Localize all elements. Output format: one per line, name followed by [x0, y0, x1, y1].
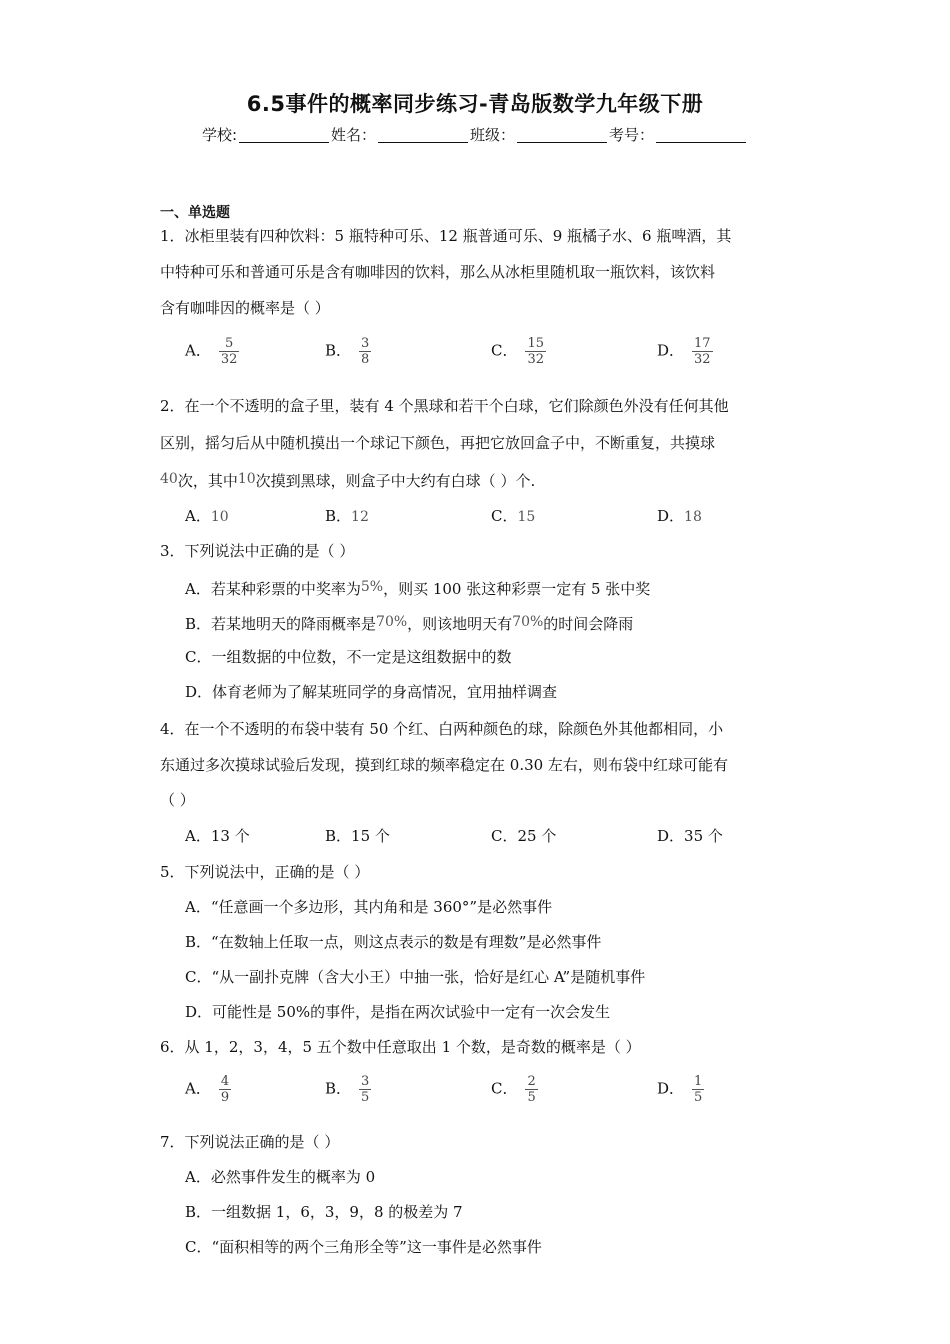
option-label: B．: [325, 341, 352, 360]
q4-line-1: 4．在一个不透明的布袋中装有 50 个红、白两种颜色的球，除颜色外其他都相同，小: [160, 720, 724, 738]
fraction: $\frac{1}{5}$: [694, 1074, 703, 1105]
q2-line-3: [160, 469, 800, 491]
q7-option-a[interactable]: A．必然事件发生的概率为 0: [185, 1168, 376, 1186]
fraction: $\frac{5}{32}$: [220, 336, 238, 367]
q6-option-b[interactable]: B． $\frac{3}{5}$: [325, 1074, 370, 1105]
option-label: D．: [657, 341, 685, 360]
q2-number-10: 10: [237, 471, 256, 487]
fraction: $\frac{17}{32}$: [694, 336, 711, 367]
q5-option-c[interactable]: C．“从一副扑克牌（含大小王）中抽一张，恰好是红心 A”是随机事件: [185, 968, 646, 986]
exam-no-blank[interactable]: [656, 128, 746, 143]
school-blank[interactable]: [239, 128, 329, 143]
q1-line-1: 1．冰柜里装有四种饮料：5 瓶特种可乐、12 瓶普通可乐、9 瓶橘子水、6 瓶啤酒，其: [160, 227, 732, 245]
fraction: $\frac{4}{9}$: [220, 1074, 230, 1105]
option-label: C．: [491, 341, 518, 360]
q2-option-a[interactable]: A．10: [185, 507, 229, 525]
q7-option-c[interactable]: C．“面积相等的两个三角形全等”这一事件是必然事件: [185, 1238, 542, 1256]
fraction: $\frac{2}{5}$: [527, 1074, 536, 1105]
q3-option-b[interactable]: B．若某地明天的降雨概率是70%，则该地明天有70%的时间会降雨: [185, 614, 634, 633]
q1-option-b[interactable]: [325, 336, 371, 367]
q4-option-c[interactable]: C．25 个: [491, 827, 557, 845]
section-heading: 一、单选题: [160, 205, 230, 221]
name-blank[interactable]: [378, 128, 468, 143]
option-label: A．: [185, 341, 211, 360]
q1-option-a[interactable]: [185, 336, 239, 367]
q6-option-a[interactable]: A． $\frac{4}{9}$: [185, 1074, 230, 1105]
q3-option-c[interactable]: C．一组数据的中位数，不一定是这组数据中的数: [185, 648, 512, 666]
q1-line-3: 含有咖啡因的概率是（ ）: [160, 299, 330, 317]
q2-option-c[interactable]: C．15: [491, 507, 536, 525]
fraction: $\frac{15}{32}$: [527, 336, 545, 367]
q5-option-b[interactable]: B．“在数轴上任取一点，则这点表示的数是有理数”是必然事件: [185, 933, 602, 951]
q5-option-d[interactable]: D．可能性是 50%的事件，是指在两次试验中一定有一次会发生: [185, 1003, 611, 1021]
q6-stem: 6．从 1，2，3，4，5 五个数中任意取出 1 个数，是奇数的概率是（ ）: [160, 1038, 641, 1056]
school-label: 学校:: [201, 126, 237, 144]
fraction: $\frac{3}{5}$: [361, 1074, 370, 1105]
q2-number-40: 40: [160, 471, 178, 487]
q1-line-2: 中特种可乐和普通可乐是含有咖啡因的饮料，那么从冰柜里随机取一瓶饮料，该饮料: [160, 263, 716, 281]
q7-option-b[interactable]: B．一组数据 1，6，3，9，8 的极差为 7: [185, 1203, 463, 1221]
fraction: $\frac{3}{8}$: [361, 336, 370, 367]
q4-option-a[interactable]: A．13 个: [185, 827, 250, 845]
q4-option-b[interactable]: B．15 个: [325, 827, 390, 845]
q3-option-d[interactable]: D．体育老师为了解某班同学的身高情况，宜用抽样调查: [185, 683, 558, 701]
q3-option-a[interactable]: A．若某种彩票的中奖率为5%，则买 100 张这种彩票一定有 5 张中奖: [185, 579, 651, 598]
q2-option-d[interactable]: D．18: [657, 507, 702, 525]
q2-option-b[interactable]: B．12: [325, 507, 369, 525]
exam-no-label: 考号：: [609, 126, 655, 144]
page-title: 6.5事件的概率同步练习-青岛版数学九年级下册: [246, 92, 704, 116]
q7-stem: 7．下列说法正确的是（ ）: [160, 1133, 340, 1151]
q4-line-2: 东通过多次摸球试验后发现，摸到红球的频率稳定在 0.30 左右，则布袋中红球可能有: [160, 756, 728, 774]
name-label: 姓名：: [331, 126, 377, 144]
student-info-line: [0, 124, 950, 145]
class-label: 班级：: [470, 126, 516, 144]
q4-option-d[interactable]: D．35 个: [657, 827, 723, 845]
q5-option-a[interactable]: A．“任意画一个多边形，其内角和是 360°”是必然事件: [185, 898, 553, 916]
q2-text-tail: 次摸到黑球，则盒子中大约有白球（ ）个.: [255, 472, 536, 490]
q6-option-d[interactable]: D． $\frac{1}{5}$: [657, 1074, 703, 1105]
q2-text: 次，其中: [177, 472, 238, 490]
q6-option-c[interactable]: C． $\frac{2}{5}$: [491, 1074, 536, 1105]
q1-option-d[interactable]: [657, 336, 713, 367]
q2-line-1: 2．在一个不透明的盒子里，装有 4 个黑球和若干个白球，它们除颜色外没有任何其他: [160, 397, 729, 415]
q4-line-3: （ ）: [160, 791, 195, 809]
q1-option-c[interactable]: [491, 336, 546, 367]
class-blank[interactable]: [517, 128, 607, 143]
q5-stem: 5．下列说法中，正确的是（ ）: [160, 863, 370, 881]
q2-line-2: 区别，摇匀后从中随机摸出一个球记下颜色，再把它放回盒子中，不断重复，共摸球: [160, 434, 716, 452]
q3-stem: 3．下列说法中正确的是（ ）: [160, 542, 355, 560]
